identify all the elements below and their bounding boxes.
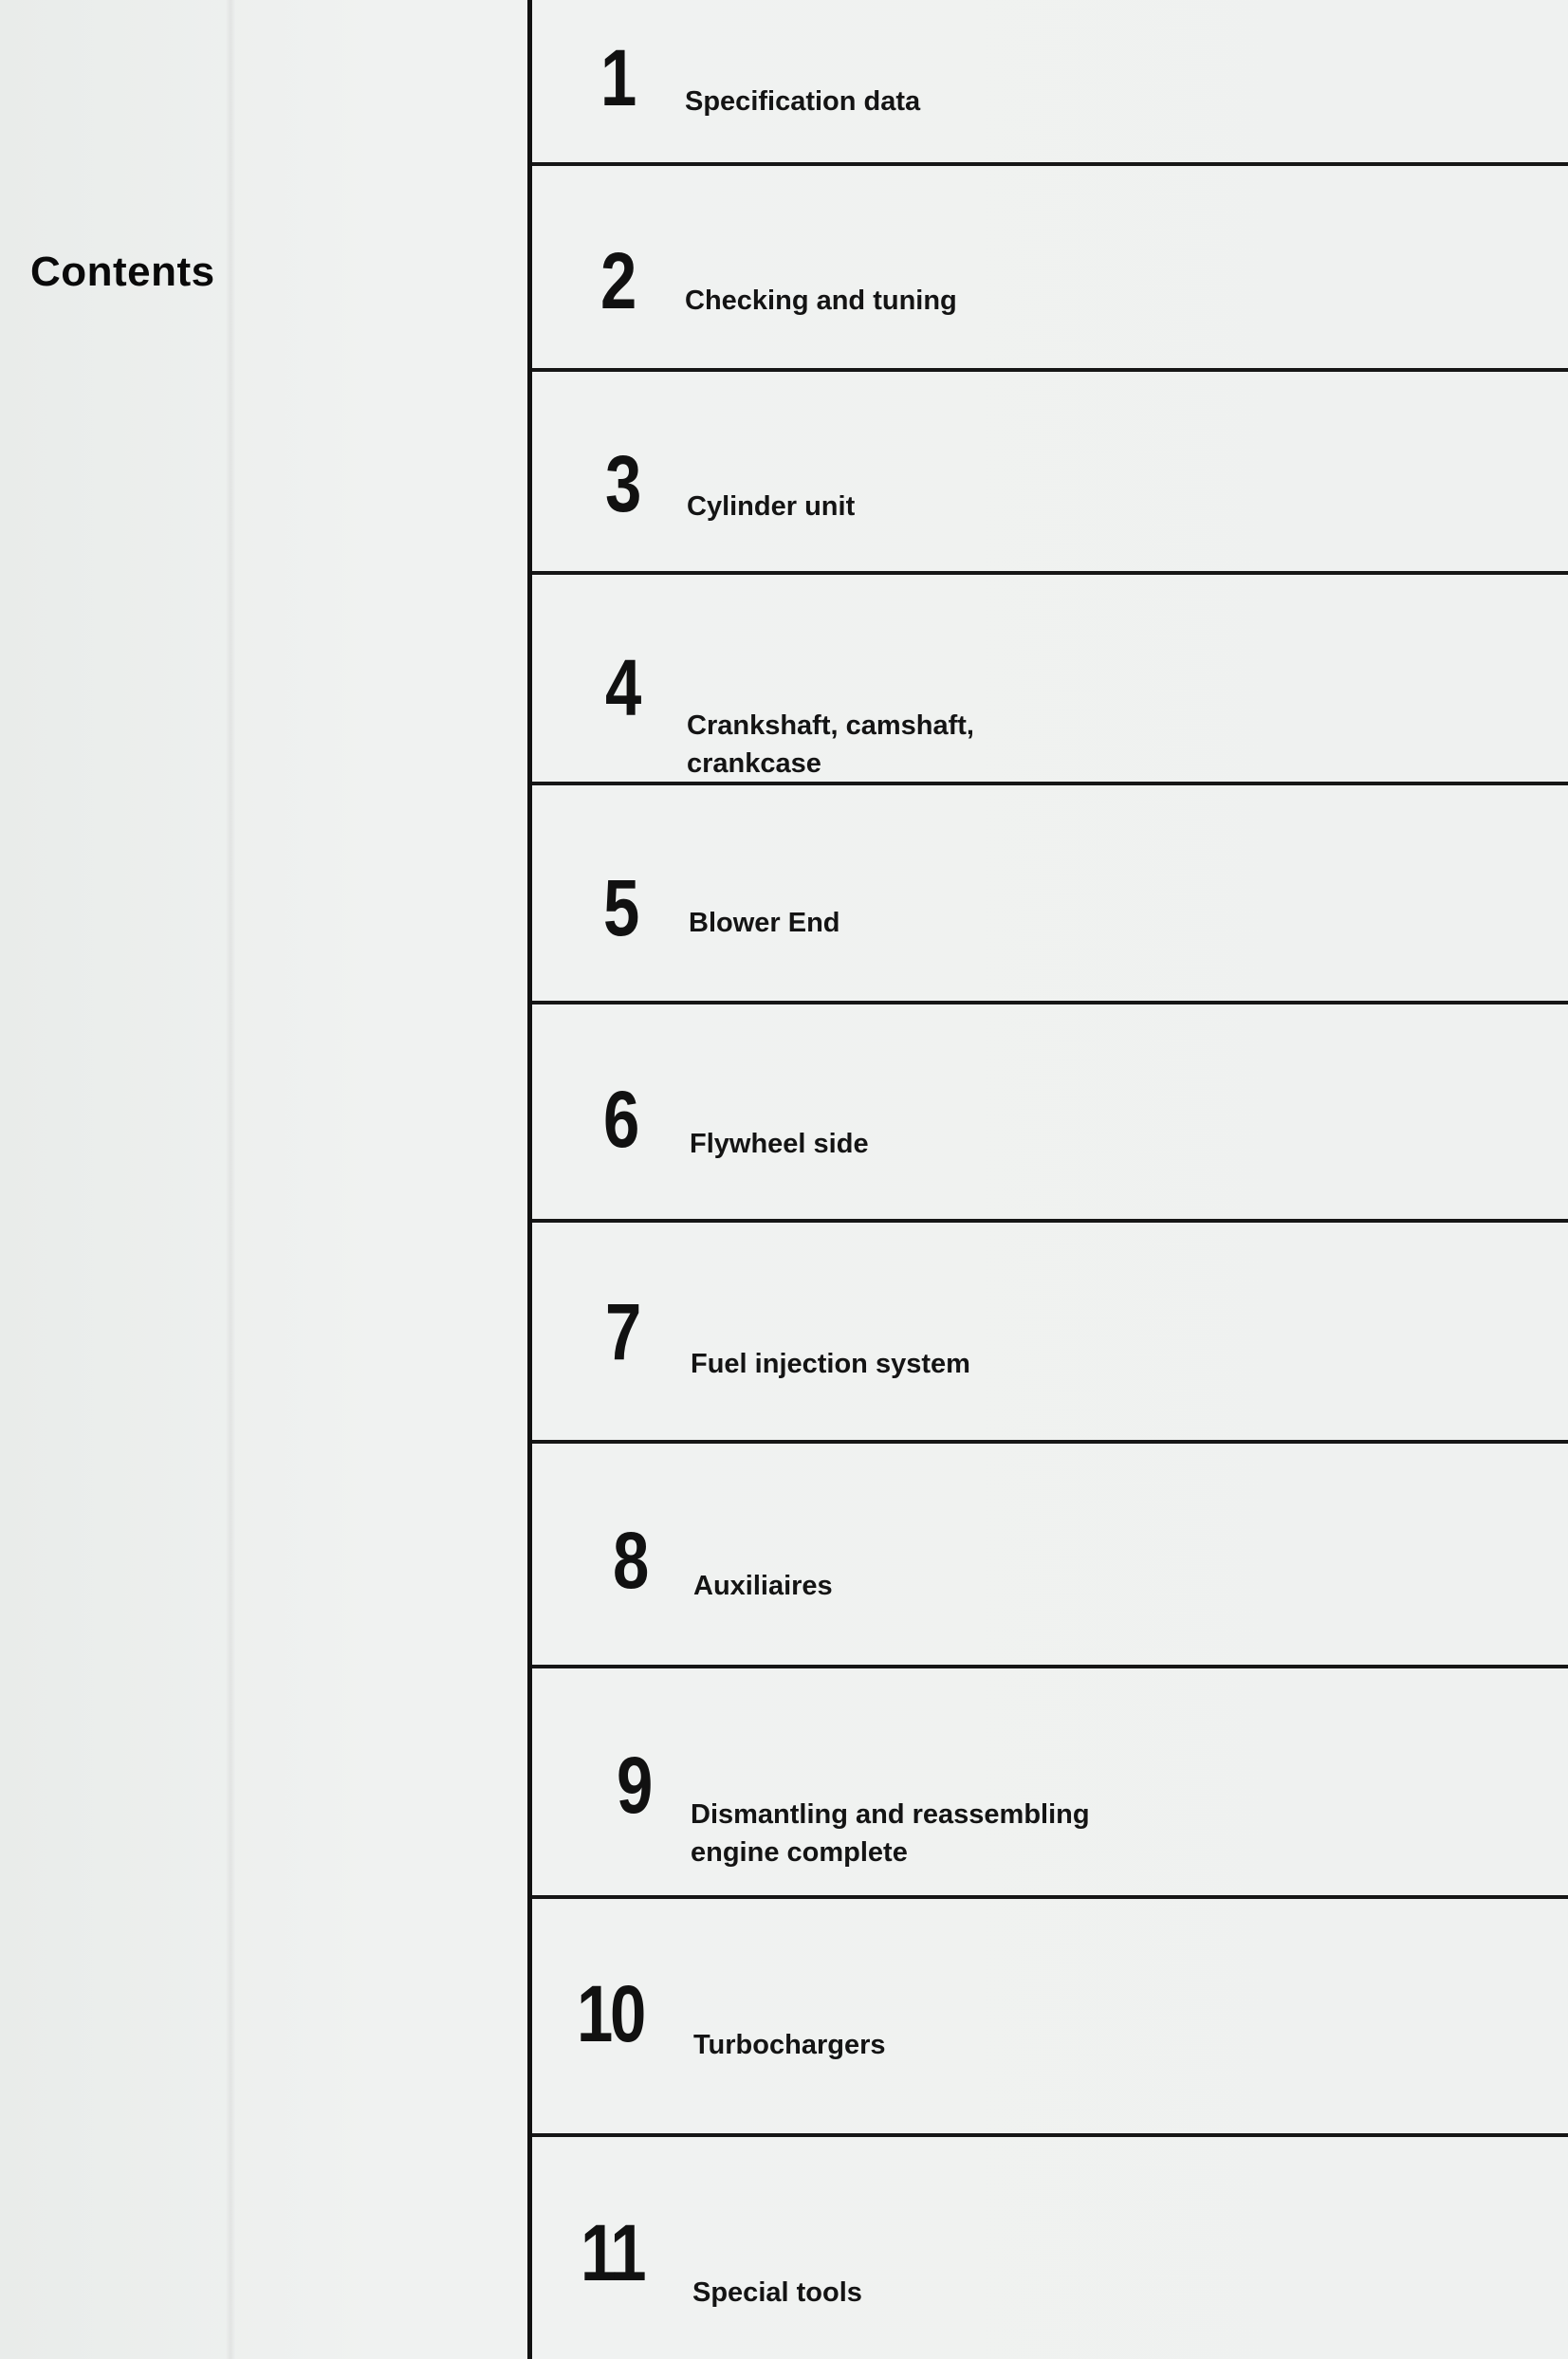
section-label[interactable]: Specification data — [685, 86, 921, 117]
section-divider — [532, 1440, 1568, 1444]
section-label[interactable]: Fuel injection system — [691, 1349, 970, 1379]
page-fold-shadow — [226, 0, 235, 2359]
section-label[interactable]: Checking and tuning — [685, 286, 957, 316]
section-label[interactable]: Dismantling and reassembling engine complete — [691, 1799, 1090, 1868]
section-number[interactable]: 2 — [600, 236, 635, 325]
section-number[interactable]: 1 — [600, 33, 635, 122]
section-divider — [532, 1219, 1568, 1223]
section-divider — [532, 1895, 1568, 1899]
section-label[interactable]: Blower End — [689, 908, 840, 938]
section-number[interactable]: 4 — [605, 643, 639, 732]
section-number[interactable]: 3 — [605, 439, 639, 528]
section-divider — [532, 368, 1568, 372]
section-divider — [532, 1001, 1568, 1004]
section-divider — [532, 162, 1568, 166]
section-label[interactable]: Turbochargers — [693, 2030, 886, 2060]
section-label[interactable]: Cylinder unit — [687, 491, 856, 522]
section-number[interactable]: 8 — [613, 1516, 647, 1605]
index-spine-line — [527, 0, 532, 2359]
section-label[interactable]: Special tools — [692, 2277, 862, 2308]
section-number[interactable]: 7 — [605, 1287, 639, 1376]
section-divider — [532, 1665, 1568, 1668]
page-title: Contents — [30, 249, 215, 295]
section-divider — [532, 2133, 1568, 2137]
section-number[interactable]: 9 — [617, 1741, 651, 1830]
section-label[interactable]: Flywheel side — [690, 1129, 869, 1159]
section-number[interactable]: 10 — [577, 1969, 644, 2058]
section-number[interactable]: 11 — [581, 2208, 644, 2297]
section-number[interactable]: 5 — [603, 863, 637, 952]
section-number[interactable]: 6 — [603, 1075, 637, 1164]
section-label[interactable]: Crankshaft, camshaft, crankcase — [687, 710, 974, 779]
section-label[interactable]: Auxiliaires — [693, 1571, 833, 1601]
section-divider — [532, 571, 1568, 575]
